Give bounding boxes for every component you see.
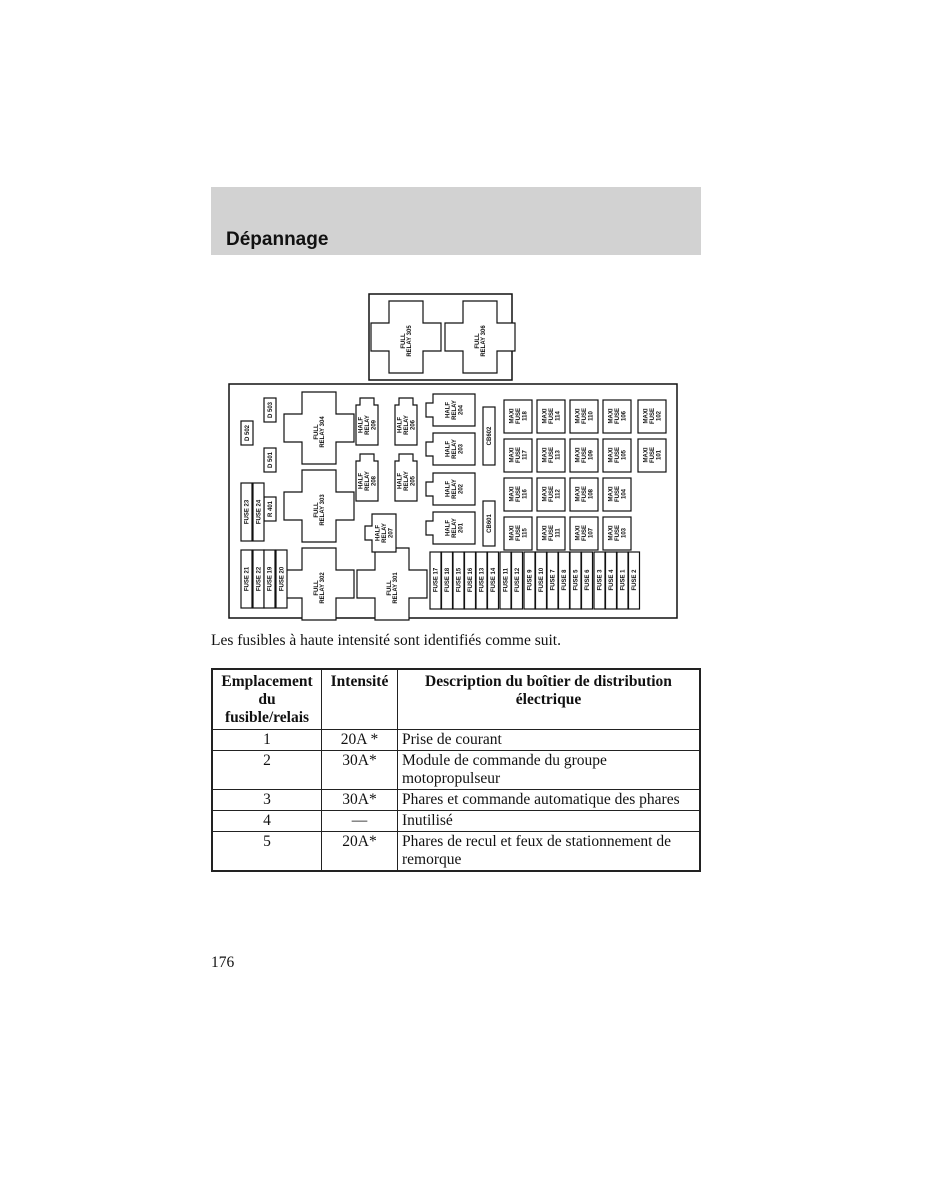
table-row <box>212 832 700 872</box>
maxi-fuse-label: MAXIFUSE117 <box>509 446 529 464</box>
maxi-fuse-label: MAXIFUSE110 <box>575 407 595 425</box>
fuse-label: FUSE 12 <box>515 567 521 593</box>
fuse-label: FUSE 18 <box>445 567 451 593</box>
half-relay-label: HALFRELAY205 <box>397 471 417 491</box>
half-relay-label: HALFRELAY208 <box>358 471 378 491</box>
fuse-label: FUSE 3 <box>597 569 604 591</box>
fuse-label: FUSE 21 <box>244 566 251 592</box>
header-location: Emplacement du fusible/relais <box>212 669 322 730</box>
cell-location: 1 <box>212 730 322 751</box>
page-number: 176 <box>211 954 235 971</box>
maxi-fuse-label: MAXIFUSE102 <box>643 407 663 425</box>
fuse-label: FUSE 22 <box>256 566 263 592</box>
fuse-label: FUSE 5 <box>573 569 580 591</box>
fuse-label: FUSE 9 <box>527 569 534 591</box>
fuse-table <box>211 668 701 872</box>
fuse-label: FUSE 14 <box>491 567 497 593</box>
circuit-breaker-label: CB601 <box>487 514 493 533</box>
maxi-fuse-label: MAXIFUSE109 <box>575 446 595 464</box>
header-rating: Intensité <box>322 669 398 730</box>
cell-location: 3 <box>212 790 322 811</box>
maxi-fuse-label: MAXIFUSE114 <box>542 407 562 425</box>
cell-description: Module de commande du groupe motopropulseur <box>398 751 701 790</box>
cell-description: Inutilisé <box>398 811 701 832</box>
diode-label: D 501 <box>268 451 274 469</box>
half-relay-label: HALFRELAY207 <box>375 523 395 543</box>
cell-description: Phares de recul et feux de stationnement de remorque <box>398 832 701 872</box>
maxi-fuse-label: MAXIFUSE112 <box>542 485 562 503</box>
fuse-label: FUSE 6 <box>585 569 591 591</box>
cell-rating: 30A* <box>322 790 398 811</box>
fuse-label: FUSE 2 <box>632 569 638 591</box>
maxi-fuse-label: MAXIFUSE118 <box>509 407 529 425</box>
fuse-label: FUSE 1 <box>620 569 627 591</box>
cell-location: 5 <box>212 832 322 872</box>
full-relay-label: FULLRELAY 304 <box>313 416 327 448</box>
table-row <box>212 811 700 832</box>
half-relay-label: HALFRELAY206 <box>397 415 417 435</box>
cell-location: 4 <box>212 811 322 832</box>
fuse-box-diagram <box>228 293 680 621</box>
full-relay-label: FULLRELAY 302 <box>313 572 327 604</box>
cell-rating: 30A* <box>322 751 398 790</box>
cell-description: Phares et commande automatique des phares <box>398 790 701 811</box>
table-header-row <box>212 669 700 730</box>
caption: Les fusibles à haute intensité sont identifiés comme suit. <box>211 632 561 649</box>
table-row <box>212 730 700 751</box>
half-relay-label: HALFRELAY202 <box>445 479 465 499</box>
cell-location: 2 <box>212 751 322 790</box>
fuse-label: FUSE 8 <box>562 569 568 591</box>
fuse-label: FUSE 7 <box>550 569 557 591</box>
fuse-label: FUSE 11 <box>503 567 510 593</box>
cell-rating: — <box>322 811 398 832</box>
maxi-fuse-label: MAXIFUSE108 <box>575 485 595 503</box>
fuse-label: FUSE 23 <box>244 499 251 525</box>
maxi-fuse-label: MAXIFUSE105 <box>608 446 628 464</box>
section-title: Dépannage <box>226 229 329 250</box>
table-row <box>212 790 700 811</box>
cell-description: Prise de courant <box>398 730 701 751</box>
diode-label: D 502 <box>245 424 251 442</box>
fuse-label: FUSE 15 <box>456 567 463 593</box>
fuse-label: FUSE 16 <box>468 567 474 593</box>
half-relay-label: HALFRELAY201 <box>445 518 465 538</box>
table-row <box>212 751 700 790</box>
maxi-fuse-label: MAXIFUSE111 <box>542 524 562 542</box>
header-description: Description du boîtier de distribution électrique <box>398 669 701 730</box>
fuse-label: FUSE 13 <box>479 567 486 593</box>
half-relay-label: HALFRELAY204 <box>445 400 465 420</box>
fuse-label: FUSE 20 <box>279 566 286 592</box>
maxi-fuse-label: MAXIFUSE113 <box>542 446 562 464</box>
maxi-fuse-label: MAXIFUSE116 <box>509 485 529 503</box>
maxi-fuse-label: MAXIFUSE101 <box>643 446 663 464</box>
maxi-fuse-label: MAXIFUSE106 <box>608 407 628 425</box>
fuse-label: FUSE 19 <box>267 566 274 592</box>
maxi-fuse-label: MAXIFUSE104 <box>608 485 628 503</box>
maxi-fuse-label: MAXIFUSE107 <box>575 524 595 542</box>
fuse-label: FUSE 4 <box>609 569 615 591</box>
cell-rating: 20A* <box>322 832 398 872</box>
full-relay-label: FULLRELAY 301 <box>386 572 400 604</box>
diode-label: D 503 <box>268 401 274 419</box>
half-relay-label: HALFRELAY203 <box>445 439 465 459</box>
half-relay-label: HALFRELAY209 <box>358 415 378 435</box>
maxi-fuse-label: MAXIFUSE115 <box>509 524 529 542</box>
full-relay-label: FULLRELAY 303 <box>313 494 327 526</box>
fuse-label: FUSE 17 <box>433 567 440 593</box>
full-relay-label: FULLRELAY 305 <box>400 325 414 357</box>
circuit-breaker-label: CB602 <box>487 426 493 446</box>
maxi-fuse-label: MAXIFUSE103 <box>608 524 628 542</box>
resistor-label: R 401 <box>268 500 274 518</box>
full-relay-label: FULLRELAY 306 <box>474 325 488 357</box>
fuse-label: FUSE 24 <box>256 499 263 525</box>
fuse-label: FUSE 10 <box>539 567 545 593</box>
cell-rating: 20A * <box>322 730 398 751</box>
